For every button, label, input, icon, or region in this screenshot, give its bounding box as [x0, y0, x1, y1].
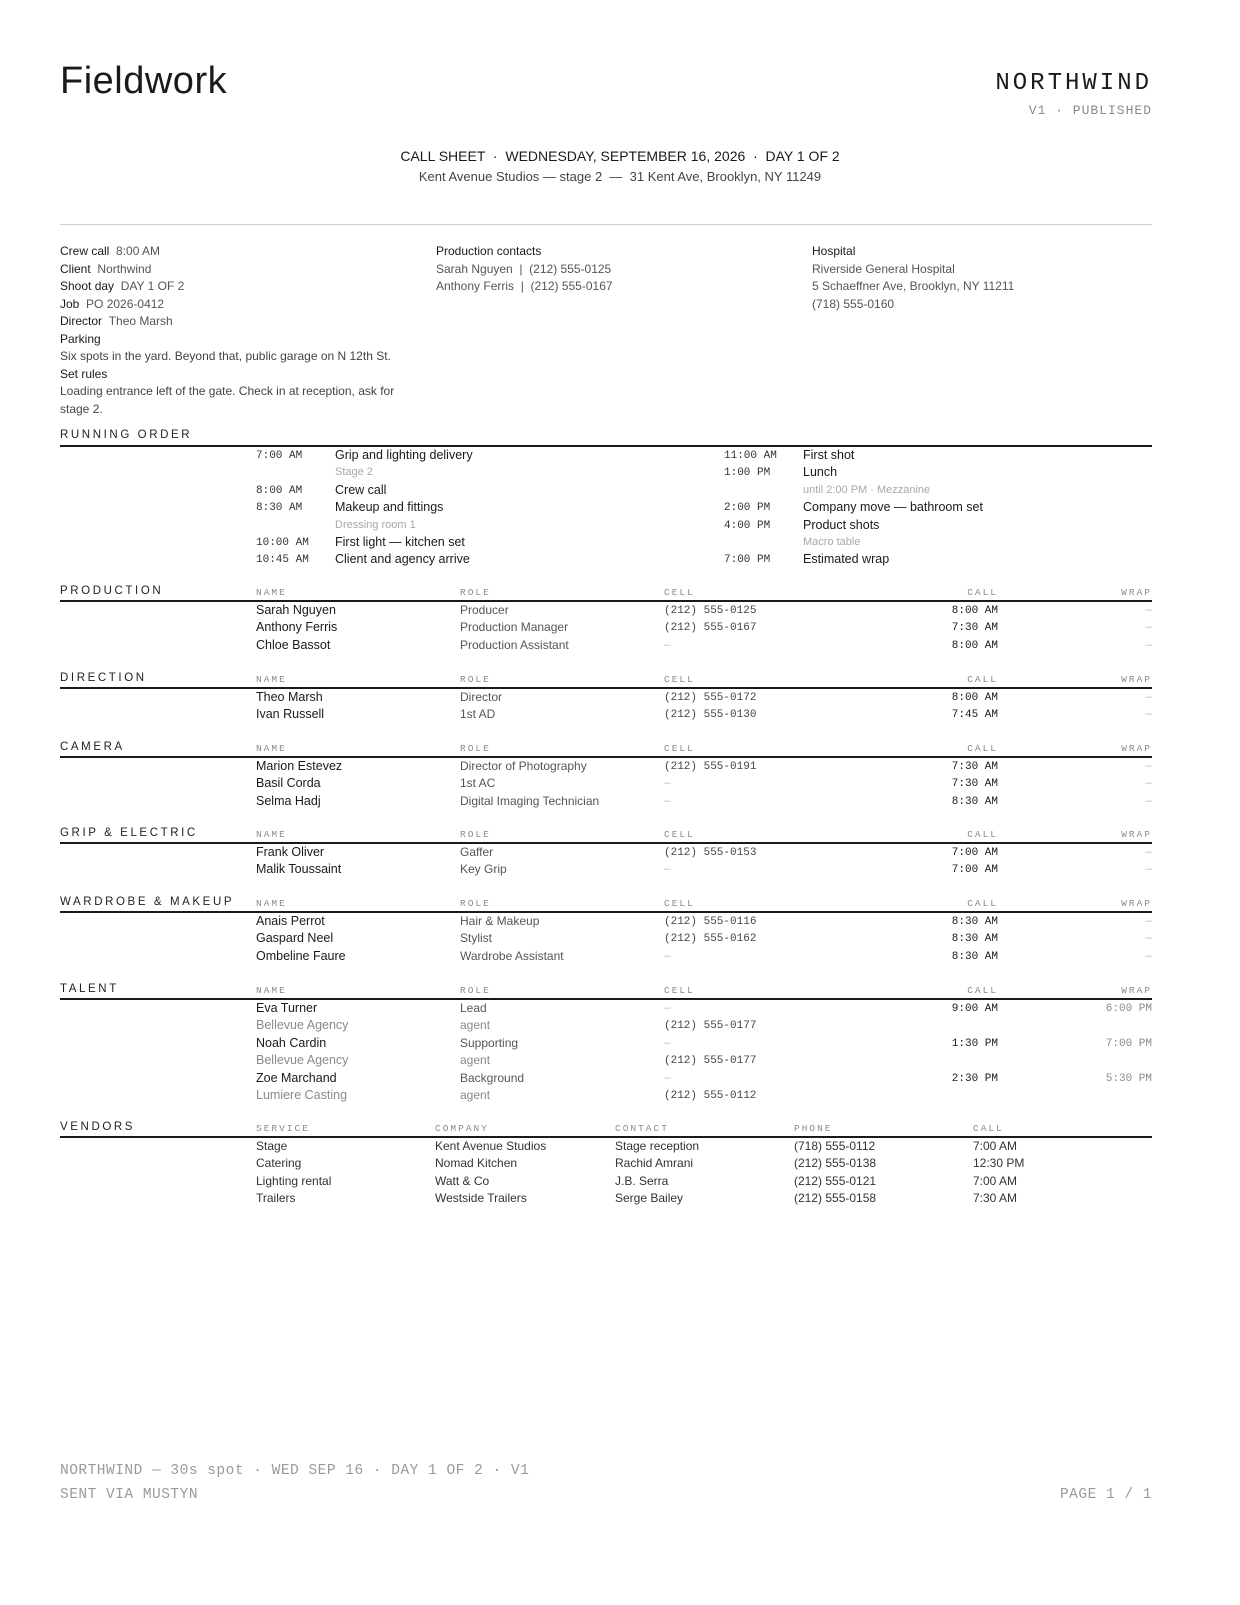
- crew-role: Production Manager: [460, 620, 569, 635]
- crew-call-label: Crew call: [60, 244, 110, 258]
- crew-role: Gaffer: [460, 845, 494, 859]
- crew-cell-phone: (212) 555-0177: [664, 1020, 757, 1033]
- vendor-phone: (212) 555-0138: [794, 1156, 877, 1171]
- column-header-cell: CELL: [664, 985, 695, 996]
- running-order-item: Product shots: [803, 517, 880, 532]
- table-row: [0, 862, 1240, 879]
- crew-name: Bellevue Agency: [256, 1018, 349, 1033]
- crew-call-time: 8:00 AM: [951, 639, 998, 652]
- running-order-label: RUNNING ORDER: [60, 429, 193, 441]
- column-header-name: NAME: [256, 674, 287, 685]
- column-header-name: NAME: [256, 743, 287, 754]
- column-header-call: CALL: [967, 829, 998, 840]
- vendor-row: [0, 1191, 1240, 1208]
- crew-role: Lead: [460, 1001, 487, 1015]
- crew-cell-phone: (212) 555-0130: [664, 709, 757, 722]
- crew-name: Bellevue Agency: [256, 1053, 349, 1068]
- crew-wrap-time: —: [1145, 795, 1152, 808]
- crew-call-time: 7:45 AM: [951, 709, 998, 722]
- crew-wrap-time: —: [1145, 692, 1152, 704]
- crew-call-time: 7:00 AM: [951, 847, 998, 859]
- footer-sent-via: SENT VIA MUSTYN: [60, 1487, 199, 1503]
- crew-role: 1st AD: [460, 707, 496, 722]
- crew-role: agent: [460, 1053, 491, 1068]
- crew-call-time: 8:00 AM: [951, 692, 998, 704]
- client-value: Northwind: [97, 261, 152, 276]
- crew-role: Stylist: [460, 931, 493, 946]
- column-header-cell: CELL: [664, 898, 695, 909]
- vendor-row: [0, 1174, 1240, 1191]
- vendor-company: Westside Trailers: [435, 1191, 527, 1206]
- crew-name: Malik Toussaint: [256, 862, 342, 877]
- crew-name: Eva Turner: [256, 1001, 318, 1015]
- department-rule: [60, 687, 1152, 689]
- vendor-contact: J.B. Serra: [615, 1173, 669, 1188]
- client-logo: NORTHWIND: [995, 70, 1152, 97]
- table-row: [0, 931, 1240, 948]
- crew-role: 1st AC: [460, 776, 496, 791]
- table-row: [0, 1001, 1240, 1018]
- crew-call-time: 8:30 AM: [951, 933, 998, 946]
- table-row: [0, 603, 1240, 620]
- director-value: Theo Marsh: [108, 314, 173, 328]
- header-divider: [60, 224, 1152, 225]
- running-order-time: 10:45 AM: [256, 554, 309, 567]
- hospital-info: [812, 243, 1014, 313]
- running-order-item: Estimated wrap: [803, 552, 890, 567]
- crew-role: Hair & Makeup: [460, 914, 540, 928]
- department-rule: [60, 842, 1152, 844]
- department-label: TALENT: [60, 983, 119, 995]
- crew-role: Background: [460, 1070, 525, 1085]
- department-rule: [60, 756, 1152, 758]
- vendor-phone: (212) 555-0158: [794, 1191, 877, 1206]
- table-row: [0, 759, 1240, 776]
- running-order-item: First light — kitchen set: [335, 535, 465, 549]
- running-order-item: First shot: [803, 448, 855, 462]
- running-order-time: 7:00 PM: [724, 554, 771, 567]
- hospital-phone: (718) 555-0160: [812, 296, 895, 311]
- department-label: PRODUCTION: [60, 585, 164, 597]
- contacts-label: Production contacts: [436, 244, 542, 258]
- job-value: PO 2026-0412: [86, 296, 165, 311]
- agent-row: [0, 1088, 1240, 1105]
- column-header-name: NAME: [256, 898, 287, 909]
- column-header-cell: CELL: [664, 743, 695, 754]
- parking-label: Parking: [60, 331, 101, 346]
- crew-cell-phone: (212) 555-0125: [664, 605, 757, 617]
- vendor-call: 12:30 PM: [973, 1156, 1025, 1171]
- shoot-day-value: DAY 1 OF 2: [120, 279, 185, 293]
- column-header-role: ROLE: [460, 587, 491, 598]
- column-header-name: NAME: [256, 829, 287, 840]
- crew-cell-phone: —: [664, 950, 671, 963]
- vendor-call: 7:30 AM: [973, 1191, 1018, 1206]
- brand-title: Fieldwork: [60, 60, 228, 102]
- running-order-time: 4:00 PM: [724, 519, 771, 532]
- crew-cell-phone: —: [664, 1037, 671, 1050]
- crew-call-time: 7:30 AM: [951, 622, 998, 635]
- column-header-name: NAME: [256, 587, 287, 598]
- running-order-note: until 2:00 PM · Mezzanine: [803, 483, 931, 496]
- set-rules-label: Set rules: [60, 366, 108, 381]
- crew-name: Gaspard Neel: [256, 931, 334, 946]
- vendor-service: Lighting rental: [256, 1173, 332, 1188]
- contact-line: Sarah Nguyen | (212) 555-0125: [436, 261, 612, 276]
- parking-text: Six spots in the yard. Beyond that, public garage on N 12th St.: [60, 349, 391, 363]
- running-order-item: Crew call: [335, 482, 387, 497]
- vendor-header-company: COMPANY: [435, 1123, 489, 1134]
- crew-wrap-time: —: [1145, 950, 1152, 963]
- crew-role: Digital Imaging Technician: [460, 793, 600, 808]
- vendor-company: Nomad Kitchen: [435, 1156, 518, 1171]
- table-row: [0, 620, 1240, 637]
- running-order-time: 7:00 AM: [256, 450, 303, 462]
- column-header-wrap: WRAP: [1121, 674, 1152, 685]
- crew-name: Anais Perrot: [256, 914, 325, 928]
- set-rules-text: Loading entrance left of the gate. Check in at reception, ask for stage 2.: [60, 384, 395, 416]
- running-order-rule: [60, 445, 1152, 447]
- table-row: [0, 914, 1240, 931]
- vendor-company: Watt & Co: [435, 1173, 490, 1188]
- column-header-call: CALL: [967, 985, 998, 996]
- crew-cell-phone: —: [664, 1072, 671, 1085]
- crew-cell-phone: (212) 555-0116: [664, 916, 757, 928]
- crew-name: Anthony Ferris: [256, 620, 338, 635]
- crew-name: Marion Estevez: [256, 759, 343, 773]
- job-label: Job: [60, 296, 80, 311]
- crew-role: Key Grip: [460, 862, 507, 877]
- vendor-company: Kent Avenue Studios: [435, 1139, 547, 1153]
- vendor-header-call: CALL: [973, 1123, 1004, 1134]
- crew-cell-phone: (212) 555-0177: [664, 1055, 757, 1068]
- crew-call-time: 8:30 AM: [951, 950, 998, 963]
- crew-name: Lumiere Casting: [256, 1088, 348, 1102]
- crew-name: Theo Marsh: [256, 690, 323, 704]
- crew-name: Frank Oliver: [256, 845, 325, 859]
- running-order-note: Macro table: [803, 536, 861, 548]
- crew-wrap-time: —: [1145, 847, 1152, 859]
- crew-cell-phone: —: [664, 1003, 671, 1015]
- vendor-header-phone: PHONE: [794, 1123, 833, 1134]
- column-header-call: CALL: [967, 898, 998, 909]
- column-header-call: CALL: [967, 743, 998, 754]
- table-row: [0, 1036, 1240, 1053]
- table-row: [0, 776, 1240, 793]
- crew-call-time: 8:00 AM: [951, 605, 998, 617]
- column-header-cell: CELL: [664, 587, 695, 598]
- department-label: WARDROBE & MAKEUP: [60, 896, 235, 908]
- crew-role: Director: [460, 690, 503, 704]
- vendor-contact: Rachid Amrani: [615, 1156, 694, 1171]
- running-order-time: 1:00 PM: [724, 467, 771, 480]
- crew-role: Producer: [460, 603, 509, 617]
- callsheet-location: Kent Avenue Studios — stage 2 — 31 Kent Ave, Brooklyn, NY 11249: [418, 169, 822, 184]
- vendor-phone: (718) 555-0112: [794, 1139, 876, 1153]
- running-order-item: Company move — bathroom set: [803, 500, 983, 515]
- hospital-label: Hospital: [812, 244, 856, 258]
- department-label: CAMERA: [60, 741, 125, 753]
- column-header-cell: CELL: [664, 674, 695, 685]
- hospital-name: Riverside General Hospital: [812, 261, 955, 276]
- crew-call-value: 8:00 AM: [116, 244, 161, 258]
- running-order-item: Makeup and fittings: [335, 500, 444, 515]
- crew-role: Director of Photography: [460, 759, 587, 773]
- column-header-wrap: WRAP: [1121, 985, 1152, 996]
- running-order-time: 10:00 AM: [256, 537, 309, 549]
- table-row: [0, 638, 1240, 655]
- crew-call-time: 8:30 AM: [951, 916, 998, 928]
- running-order-time: 2:00 PM: [724, 502, 771, 515]
- running-order-time: 11:00 AM: [724, 450, 777, 462]
- running-order-note: Stage 2: [335, 466, 373, 479]
- contact-line: Anthony Ferris | (212) 555-0167: [436, 279, 613, 293]
- callsheet-title: CALL SHEET · WEDNESDAY, SEPTEMBER 16, 2026 · DAY 1 OF 2: [400, 148, 840, 164]
- column-header-role: ROLE: [460, 829, 491, 840]
- running-order-time: 8:00 AM: [256, 484, 303, 497]
- department-label: DIRECTION: [60, 672, 147, 684]
- department-label: GRIP & ELECTRIC: [60, 827, 198, 839]
- page-number: PAGE 1 / 1: [1059, 1487, 1152, 1503]
- vendor-service: Catering: [256, 1156, 302, 1171]
- version-status: V1 · PUBLISHED: [1028, 103, 1152, 118]
- department-rule: [60, 998, 1152, 1000]
- vendor-header-contact: CONTACT: [615, 1123, 669, 1134]
- crew-name: Basil Corda: [256, 776, 321, 791]
- production-contacts: [436, 243, 613, 296]
- crew-cell-phone: —: [664, 778, 671, 791]
- crew-wrap-time: —: [1145, 639, 1152, 652]
- running-order-time: 8:30 AM: [256, 502, 303, 515]
- crew-call-time: 7:00 AM: [951, 864, 998, 877]
- crew-role: Wardrobe Assistant: [460, 948, 564, 963]
- column-header-wrap: WRAP: [1121, 587, 1152, 598]
- crew-cell-phone: —: [664, 864, 671, 877]
- crew-cell-phone: —: [664, 795, 671, 808]
- vendor-row: [0, 1156, 1240, 1173]
- running-order-item: Client and agency arrive: [335, 552, 470, 567]
- running-order-note: Dressing room 1: [335, 518, 416, 531]
- department-rule: [60, 600, 1152, 602]
- crew-call-time: 1:30 PM: [951, 1037, 998, 1050]
- footer-summary: NORTHWIND — 30s spot · WED SEP 16 · DAY 1 OF 2 · V1: [60, 1463, 530, 1479]
- crew-name: Ombeline Faure: [256, 948, 346, 963]
- crew-wrap-time: 6:00 PM: [1105, 1003, 1152, 1015]
- column-header-cell: CELL: [664, 829, 695, 840]
- director-label: Director: [60, 314, 103, 328]
- column-header-role: ROLE: [460, 743, 491, 754]
- crew-call-time: 8:30 AM: [951, 795, 998, 808]
- crew-name: Zoe Marchand: [256, 1070, 337, 1085]
- vendor-call: 7:00 AM: [973, 1173, 1018, 1188]
- agent-row: [0, 1018, 1240, 1035]
- crew-wrap-time: —: [1145, 933, 1152, 946]
- agent-row: [0, 1053, 1240, 1070]
- vendor-call: 7:00 AM: [973, 1139, 1018, 1153]
- table-row: [0, 690, 1240, 707]
- crew-call-time: 9:00 AM: [951, 1003, 998, 1015]
- crew-wrap-time: —: [1145, 605, 1152, 617]
- crew-role: Production Assistant: [460, 637, 569, 652]
- column-header-wrap: WRAP: [1121, 829, 1152, 840]
- column-header-call: CALL: [967, 587, 998, 598]
- vendors-rule: [60, 1136, 1152, 1138]
- vendors-label: VENDORS: [60, 1121, 136, 1133]
- crew-cell-phone: (212) 555-0191: [664, 761, 757, 773]
- table-row: [0, 794, 1240, 811]
- vendor-contact: Stage reception: [615, 1139, 700, 1153]
- crew-wrap-time: 5:30 PM: [1105, 1072, 1152, 1085]
- crew-cell-phone: (212) 555-0112: [664, 1090, 757, 1102]
- crew-wrap-time: —: [1145, 622, 1152, 635]
- crew-wrap-time: —: [1145, 916, 1152, 928]
- crew-name: Sarah Nguyen: [256, 603, 336, 617]
- crew-cell-phone: (212) 555-0153: [664, 847, 757, 859]
- column-header-call: CALL: [967, 674, 998, 685]
- crew-wrap-time: —: [1145, 709, 1152, 722]
- vendor-header-service: SERVICE: [256, 1123, 310, 1134]
- shoot-day-label: Shoot day: [60, 279, 115, 293]
- column-header-name: NAME: [256, 985, 287, 996]
- running-order-item: Lunch: [803, 465, 838, 480]
- crew-call-time: 2:30 PM: [951, 1072, 998, 1085]
- crew-call-time: 7:30 AM: [951, 761, 998, 773]
- vendor-phone: (212) 555-0121: [794, 1173, 877, 1188]
- department-rule: [60, 911, 1152, 913]
- hospital-address: 5 Schaeffner Ave, Brooklyn, NY 11211: [812, 279, 1015, 293]
- crew-role: Supporting: [460, 1035, 519, 1050]
- crew-role: agent: [460, 1088, 491, 1102]
- crew-name: Selma Hadj: [256, 793, 321, 808]
- table-row: [0, 845, 1240, 862]
- crew-name: Ivan Russell: [256, 707, 325, 722]
- table-row: [0, 1071, 1240, 1088]
- running-order-item: Grip and lighting delivery: [335, 448, 473, 462]
- crew-wrap-time: —: [1145, 761, 1152, 773]
- crew-wrap-time: —: [1145, 778, 1152, 791]
- crew-cell-phone: —: [664, 639, 671, 652]
- column-header-role: ROLE: [460, 674, 491, 685]
- client-label: Client: [60, 261, 91, 276]
- vendor-service: Stage: [256, 1139, 288, 1153]
- general-info: [60, 243, 395, 418]
- crew-role: agent: [460, 1018, 491, 1033]
- column-header-role: ROLE: [460, 985, 491, 996]
- table-row: [0, 949, 1240, 966]
- vendor-row: [0, 1139, 1240, 1156]
- crew-name: Chloe Bassot: [256, 637, 331, 652]
- crew-cell-phone: (212) 555-0162: [664, 933, 757, 946]
- vendor-service: Trailers: [256, 1191, 296, 1206]
- column-header-role: ROLE: [460, 898, 491, 909]
- crew-cell-phone: (212) 555-0167: [664, 622, 757, 635]
- crew-call-time: 7:30 AM: [951, 778, 998, 791]
- crew-wrap-time: 7:00 PM: [1105, 1037, 1152, 1050]
- vendor-contact: Serge Bailey: [615, 1191, 684, 1206]
- column-header-wrap: WRAP: [1121, 898, 1152, 909]
- crew-cell-phone: (212) 555-0172: [664, 692, 757, 704]
- crew-name: Noah Cardin: [256, 1035, 327, 1050]
- table-row: [0, 707, 1240, 724]
- column-header-wrap: WRAP: [1121, 743, 1152, 754]
- crew-wrap-time: —: [1145, 864, 1152, 877]
